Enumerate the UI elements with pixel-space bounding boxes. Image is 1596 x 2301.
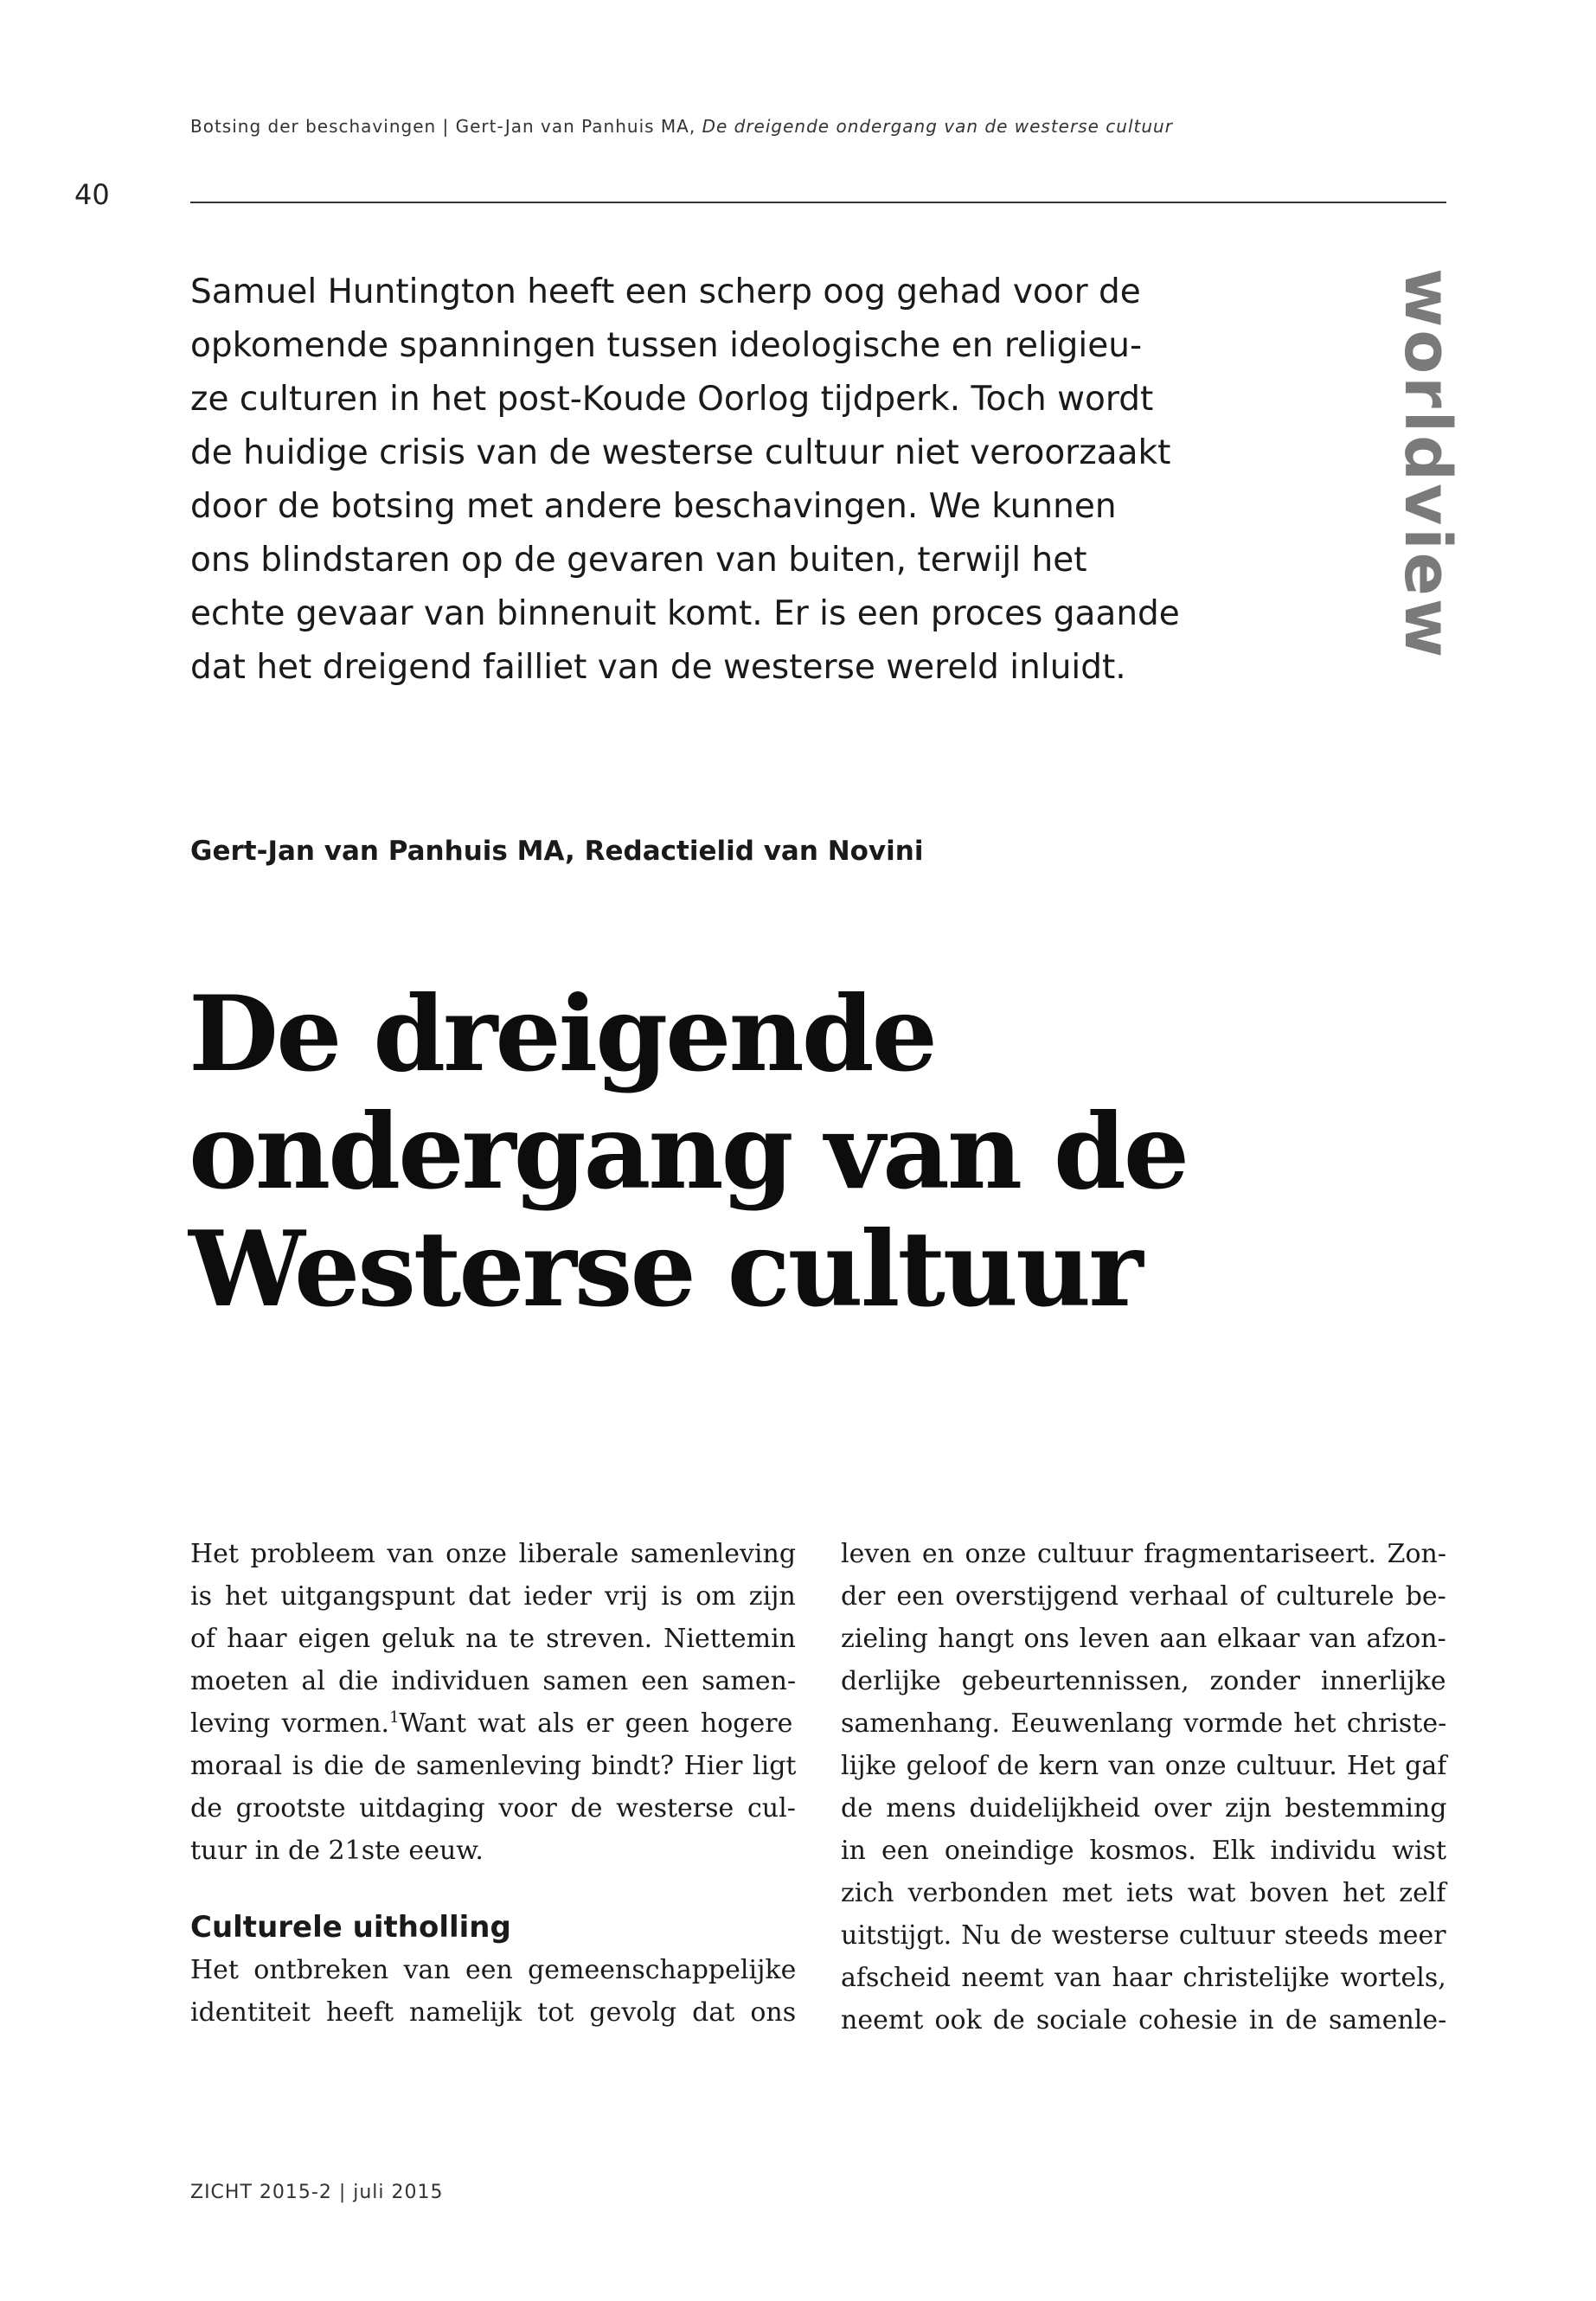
body-line — [841, 1957, 1446, 1999]
body-line-text: de grootste uitdaging voor de westerse cul- — [190, 1793, 796, 1823]
intro-line: echte gevaar van binnenuit komt. Er is een proces gaande — [190, 594, 1180, 633]
body-line-text: in een oneindige kosmos. Elk individu wist — [841, 1836, 1447, 1866]
body-line — [190, 1949, 796, 1991]
body-line-text: tuur in de 21ste eeuw. — [190, 1836, 484, 1866]
intro-line: de huidige crisis van de westerse cultuur niet veroorzaakt — [190, 433, 1171, 472]
body-line — [841, 1575, 1446, 1618]
page-number: 40 — [74, 178, 110, 211]
article-title — [189, 973, 1443, 1330]
body-line-text: of haar eigen geluk na te streven. Niettemin — [190, 1624, 796, 1654]
subheading: Culturele uitholling — [190, 1910, 511, 1945]
article-title-line: Westerse cultuur — [189, 1208, 1141, 1330]
intro-line: door de botsing met andere beschavingen. We kunnen — [190, 487, 1117, 526]
body-line-text: leven en onze cultuur fragmentariseert. Zon- — [841, 1539, 1446, 1569]
intro-line: Samuel Huntington heeft een scherp oog gehad voor de — [190, 272, 1141, 311]
body-line — [190, 1787, 796, 1830]
body-line — [841, 1533, 1446, 1575]
body-line — [190, 1533, 796, 1575]
body-line-part: leving vormen. — [190, 1708, 390, 1739]
body-line-text: uitstijgt. Nu de westerse cultuur steeds meer — [841, 1920, 1446, 1951]
intro-line: ze culturen in het post-Koude Oorlog tijdperk. Toch wordt — [190, 380, 1154, 419]
body-line — [190, 1575, 796, 1618]
body-line — [841, 1914, 1446, 1957]
body-line — [841, 1618, 1446, 1660]
body-line-text: der een overstijgend verhaal of culturele be- — [841, 1581, 1446, 1612]
body-line-part: Want wat als er geen hogere — [399, 1708, 793, 1739]
body-column-left — [190, 1533, 796, 2034]
body-line-text — [190, 1702, 792, 1745]
byline: Gert-Jan van Panhuis MA, Redactielid van Novini — [190, 836, 924, 867]
body-line-text: derlijke gebeurtennissen, zonder innerlijke — [841, 1666, 1446, 1696]
body-line-text: de mens duidelijkheid over zijn bestemming — [841, 1793, 1447, 1823]
body-line — [841, 1830, 1446, 1872]
body-line — [190, 1830, 796, 1872]
body-line — [841, 1702, 1446, 1745]
header-rule — [190, 202, 1446, 203]
body-line — [190, 1991, 796, 2034]
body-line-text: zieling hangt ons leven aan elkaar van afzon- — [841, 1624, 1446, 1654]
body-line — [190, 1660, 796, 1702]
body-line-text: identiteit heeft namelijk tot gevolg dat ons — [190, 1997, 797, 2028]
body-column-right — [841, 1533, 1446, 2041]
body-line — [841, 1745, 1446, 1787]
article-title-line: ondergang van de — [189, 1091, 1188, 1213]
body-line — [190, 1702, 796, 1745]
body-line — [841, 1660, 1446, 1702]
running-head-article-title: De dreigende ondergang van de westerse cultuur — [702, 116, 1173, 137]
body-line-text: is het uitgangspunt dat ieder vrij is om zijn — [190, 1581, 796, 1612]
article-title-line: De dreigende — [189, 973, 936, 1095]
footer-issue: ZICHT 2015-2 | juli 2015 — [190, 2182, 444, 2203]
body-line-text: moraal is die de samenleving bindt? Hier ligt — [190, 1751, 797, 1781]
intro-line: ons blindstaren op de gevaren van buiten, terwijl het — [190, 541, 1087, 580]
body-line-text: moeten al die individuen samen een samen- — [190, 1666, 797, 1696]
intro-lead — [190, 266, 1180, 695]
body-line-text: afscheid neemt van haar christelijke wortels, — [841, 1963, 1446, 1993]
body-line-text: lijke geloof de kern van onze cultuur. Het gaf — [841, 1751, 1447, 1781]
body-line — [841, 1999, 1446, 2041]
body-line — [190, 1618, 796, 1660]
body-line-text: samenhang. Eeuwenlang vormde het christe- — [841, 1708, 1447, 1739]
body-line-text: Het probleem van onze liberale samenleving — [190, 1539, 797, 1569]
body-line-text: Het ontbreken van een gemeenschappelijke — [190, 1955, 797, 1985]
intro-line: dat het dreigend failliet van de westerse wereld inluidt. — [190, 648, 1126, 687]
body-line — [841, 1872, 1446, 1914]
body-line-text: neemt ook de sociale cohesie in de samenle- — [841, 2005, 1447, 2035]
intro-line: opkomende spanningen tussen ideologische en religieu- — [190, 326, 1143, 365]
running-head — [190, 116, 1445, 137]
footnote-ref[interactable]: 1 — [389, 1708, 400, 1727]
body-line — [841, 1787, 1446, 1830]
section-label: worldview — [1390, 268, 1465, 661]
body-line-text: zich verbonden met iets wat boven het zelf — [841, 1878, 1446, 1908]
body-line — [190, 1745, 796, 1787]
running-head-text: Botsing der beschavingen | Gert-Jan van Panhuis MA, — [190, 116, 702, 137]
